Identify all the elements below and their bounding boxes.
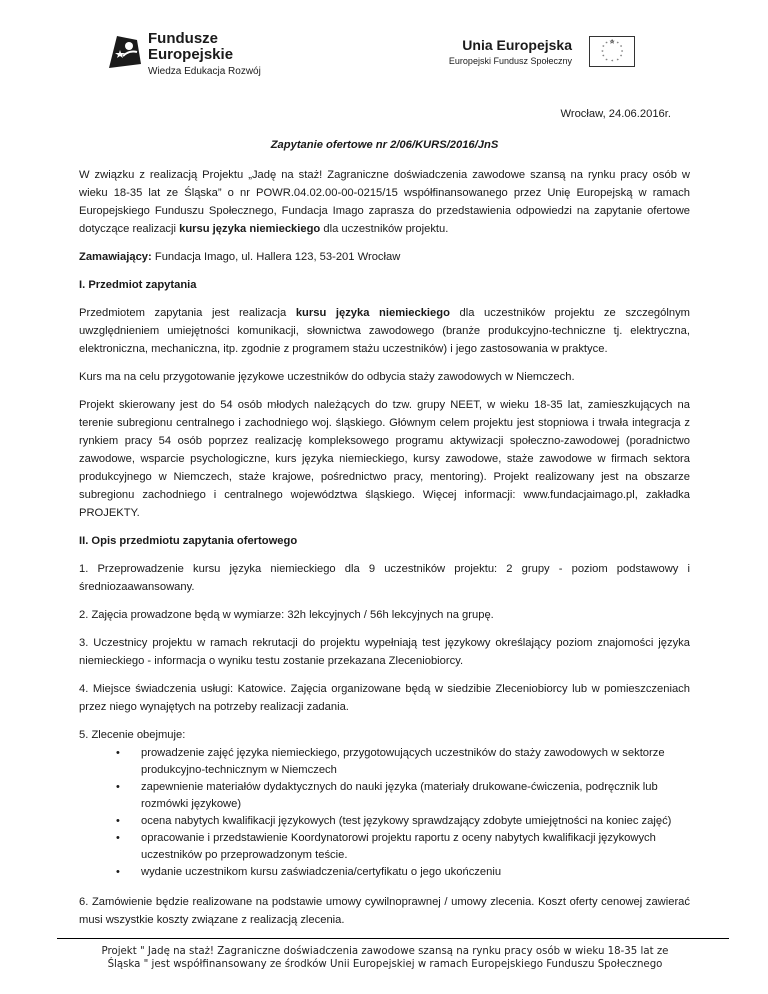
svg-text:*: * bbox=[616, 41, 620, 47]
bullet-icon: • bbox=[116, 781, 120, 793]
eu-flag-icon bbox=[589, 36, 635, 67]
document-title: Zapytanie ofertowe nr 2/06/KURS/2016/JnS bbox=[270, 139, 499, 151]
section2-item-4: 4. Miejsce świadczenia usługi: Katowice. Zajęcia organizowane będą w siedzibie Zleceniobiorcy lub w pomieszczeniach przez niego wynajętych na potrzeby realizacji zadania. bbox=[79, 683, 690, 713]
bullet-icon: • bbox=[116, 832, 120, 844]
footer-divider bbox=[57, 938, 729, 939]
svg-text:*: * bbox=[616, 58, 620, 64]
section2-item-2: 2. Zajęcia prowadzone będą w wymiarze: 32h lekcyjnych / 56h lekcyjnych na grupę. bbox=[79, 609, 494, 621]
list-item: • ocena nabytych kwalifikacji językowych (test językowy sprawdzający zdobyte umiejętności na koniec zajęć) bbox=[141, 813, 690, 830]
svg-text:*: * bbox=[611, 40, 614, 46]
scope-list bbox=[79, 745, 690, 881]
ordering-party: Zamawiający: Fundacja Imago, ul. Hallera 123, 53-201 Wrocław bbox=[79, 251, 401, 263]
list-item: • prowadzenie zajęć języka niemieckiego, przygotowujących uczestników do staży zawodowych w sektorze produkcyjno-technicznym w Niemczech bbox=[116, 747, 665, 776]
svg-text:*: * bbox=[620, 50, 624, 56]
section2-item-5: 5. Zlecenie obejmuje: bbox=[79, 729, 186, 741]
footer-line-2: Śląska " jest współfinansowany ze środków Unii Europejskiej w ramach Europejskiego Funduszu Społecznego bbox=[107, 959, 663, 970]
fe-logo-text bbox=[148, 31, 261, 77]
fe-logo-tagline: Wiedza Edukacja Rozwój bbox=[148, 66, 261, 77]
ue-logo-text bbox=[449, 37, 572, 66]
svg-text:*: * bbox=[611, 60, 614, 66]
bullet-icon: • bbox=[116, 866, 120, 878]
ue-title: Unia Europejska bbox=[462, 37, 572, 53]
page-header bbox=[0, 0, 768, 90]
document-date: Wrocław, 24.06.2016r. bbox=[560, 108, 671, 120]
section-heading-1: I. Przedmiot zapytania bbox=[79, 279, 197, 291]
fe-logo-line2: Europejskie bbox=[148, 46, 234, 63]
svg-text:*: * bbox=[619, 55, 623, 61]
section2-item-3: 3. Uczestnicy projektu w ramach rekrutacji do projektu wypełniają test językowy określający poziom znajomości języka niemieckiego - informacja o wyniku testu zostanie przekazana Zleceniobiorcy. bbox=[79, 637, 690, 667]
section1-paragraph-2: Kurs ma na celu przygotowanie językowe uczestników do odbycia staży zawodowych w Niemczech. bbox=[79, 371, 575, 383]
section-heading-2: II. Opis przedmiotu zapytania ofertowego bbox=[79, 535, 298, 547]
list-item: • opracowanie i przedstawienie Koordynatorowi projektu raportu z oceny nabytych kwalifikacji językowych uczestników po przeprowadzonym teście. bbox=[116, 832, 656, 861]
bullet-icon: • bbox=[116, 815, 120, 827]
bullet-icon: • bbox=[116, 747, 120, 759]
footer-line-1: Projekt " Jadę na staż! Zagraniczne doświadczenia zawodowe szansą na rynku pracy osób w wieku 18-35 lat ze bbox=[101, 946, 669, 957]
list-item: • wydanie uczestnikom kursu zaświadczenia/certyfikatu o jego ukończeniu bbox=[141, 864, 690, 881]
fundusze-europejskie-logo-icon bbox=[103, 30, 145, 72]
list-item: • zapewnienie materiałów dydaktycznych do nauki języka (materiały drukowane-ćwiczenia, podręcznik lub rozmówki językowe) bbox=[116, 781, 658, 810]
svg-text:*: * bbox=[601, 50, 604, 56]
section1-paragraph-3: Projekt skierowany jest do 54 osób młodych należących do tzw. grupy NEET, w wieku 18-35 lat, zamieszkujących na terenie subregionu centralnego i zachodniego woj. śląskiego. Głównym celem projektu jest stopniowa i trwała integracja z rynkiem pracy 54 osób poprzez realizację kompleksowego programu aktywizacji społeczno-zawodowej (poradnictwo zawodowe, wsparcie psychologiczne, kurs języka niemieckiego, kursy zawodowe, staże zawodowe w firmach sektora produkcyjnego w Niemczech, staże krajowe, pośrednictwo pracy, mentoring). Projekt realizowany jest na obszarze subregionu zachodniego i centralnego województwa śląskiego. Więcej informacji: www.fundacjaimago.pl, zakładka PROJEKTY. bbox=[79, 399, 690, 519]
svg-text:*: * bbox=[605, 41, 608, 47]
svg-text:*: * bbox=[605, 58, 608, 64]
intro-paragraph: W związku z realizacją Projektu „Jadę na staż! Zagraniczne doświadczenia zawodowe szansą na rynku pracy osób w wieku 18-35 lat ze Śląska” o nr POWR.04.02.00-00-0215/15 współfinansowanego przez Unię Europejską w ramach Europejskiego Funduszu Społecznego, Fundacja Imago zaprasza do przedstawienia odpowiedzi na zapytanie ofertowe dotyczące realizacji kursu języka niemieckiego dla uczestników projektu. bbox=[79, 169, 690, 235]
ue-subtitle: Europejski Fundusz Społeczny bbox=[448, 56, 572, 66]
document-body bbox=[79, 97, 690, 939]
svg-text:*: * bbox=[619, 45, 623, 51]
section2-item-1: 1. Przeprowadzenie kursu języka niemieckiego dla 9 uczestników projektu: 2 grupy - poziom podstawowy i średniozaawansowany. bbox=[79, 563, 690, 593]
section2-item-6: 6. Zamówienie będzie realizowane na podstawie umowy cywilnoprawnej / umowy zlecenia. Koszt oferty cenowej zawierać musi wszystkie koszty związane z realizacją zlecenia. bbox=[79, 896, 690, 926]
svg-text:*: * bbox=[602, 55, 605, 61]
section1-paragraph-1: Przedmiotem zapytania jest realizacja kursu języka niemieckiego dla uczestników projektu ze szczególnym uwzględnieniem umiejętności komunikacji, słownictwa zawodowego (branże produkcyjno-techniczne tj. elektryczna, elektroniczna, mechaniczna, itp. zgodnie z programem stażu uczestników) i jego zastosowania w praktyce. bbox=[79, 307, 690, 355]
svg-text:*: * bbox=[602, 45, 605, 51]
fe-logo-line1: Fundusze bbox=[148, 30, 218, 47]
page-footer bbox=[60, 945, 710, 971]
